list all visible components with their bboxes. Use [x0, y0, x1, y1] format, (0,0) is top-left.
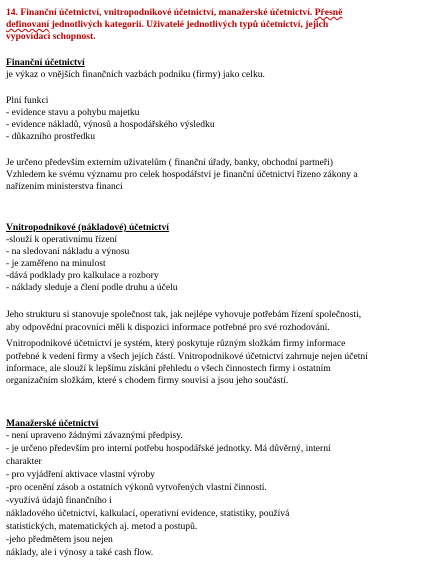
list-item: - evidence stavu a pohybu majetku	[6, 107, 140, 118]
paragraph-line: statistických, matematických aj. metod a postupů.	[6, 521, 198, 532]
paragraph-line: aby odpovědní pracovníci měli k dispozici informace potřebné pro své rozhodování.	[6, 322, 330, 333]
list-item: - pro vyjádření aktivace vlastní výroby	[6, 469, 155, 480]
title-text: jednotlivých kategorií. Uživatelé jednotlivých typů účetnictví, jejich	[49, 19, 329, 30]
paragraph-line: organizačním složkám, které s chodem firmy souvisí a jsou jeho součástí.	[6, 375, 289, 386]
paragraph-line: náklady, ale i výnosy a také cash flow.	[6, 547, 154, 558]
list-item: -využívá údajů finančního i	[6, 495, 112, 506]
list-item: - není upraveno žádnými závaznými předpisy.	[6, 430, 183, 441]
paragraph-line: Vnitropodnikové účetnictví je systém, který poskytuje různým složkám firmy informace	[6, 338, 346, 349]
document-title-line-3: vypovídací schopnost.	[6, 31, 96, 42]
list-item: - důkazního prostředku	[6, 131, 95, 142]
paragraph-line: charakter	[6, 456, 42, 467]
list-item: -slouží k operativnímu řízení	[6, 234, 118, 245]
section-heading-financni: Finanční účetnictví	[6, 57, 85, 68]
paragraph-line: Vzhledem ke svému významu pro celek hospodářství je finanční účetnictví řízeno zákony a	[6, 169, 358, 180]
list-item: -dává podklady pro kalkulace a rozbory	[6, 270, 159, 281]
list-item: - je zaměřeno na minulost	[6, 258, 106, 269]
paragraph-line: je výkaz o vnějších finančních vazbách podniku (firmy) jako celku.	[6, 69, 265, 80]
paragraph-line: nařízením ministerstva financí	[6, 181, 123, 192]
title-spellcheck-word: Přesně	[314, 7, 343, 18]
paragraph-line: nákladového účetnictví, kalkulací, operativní evidence, statistiky, používá	[6, 508, 290, 519]
list-item: - na sledovaní nákladu a výnosu	[6, 246, 130, 257]
paragraph-line: potřebné k vedení firmy a všech jejích částí. Vnitropodnikové účetnictví zahrnuje nejen účetní	[6, 351, 368, 362]
list-item: -jeho předmětem jsou nejen	[6, 534, 113, 545]
document-title-line-1	[6, 7, 342, 19]
title-text: 14. Finanční účetnictví, vnitropodnikové účetnictví, manažerské účetnictví.	[6, 7, 315, 18]
list-item: - náklady sleduje a člení podle druhu a účelu	[6, 282, 178, 293]
list-item: - evidence nákladů, výnosů a hospodářského výsledku	[6, 119, 215, 130]
paragraph-line: Jeho strukturu si stanovuje společnost tak, jak nejlépe vyhovuje potřebám řízení společnosti,	[6, 309, 362, 320]
document-title-line-2	[6, 19, 328, 31]
paragraph-line: Je určeno především externím uživatelům ( finanční úřady, banky, obchodní partneři)	[6, 157, 333, 168]
list-item: - je určeno především pro interní potřebu hospodářské jednotky. Má důvěrný, interní	[6, 443, 331, 454]
title-spellcheck-word: definovaní	[6, 19, 50, 30]
paragraph-line: Plní funkci	[6, 95, 49, 106]
section-heading-vnitropodnikove: Vnitropodnikové (nákladové) účetnictví	[6, 222, 169, 233]
paragraph-line: informace, ale slouží k lepšímu získání přehledu o všech činnostech firmy i ostatním	[6, 363, 331, 374]
section-heading-manazerske: Manažerské účetnictví	[6, 418, 99, 429]
list-item: -pro ocenění zásob a ostatních výkonů vytvořených vlastní činností.	[6, 482, 267, 493]
